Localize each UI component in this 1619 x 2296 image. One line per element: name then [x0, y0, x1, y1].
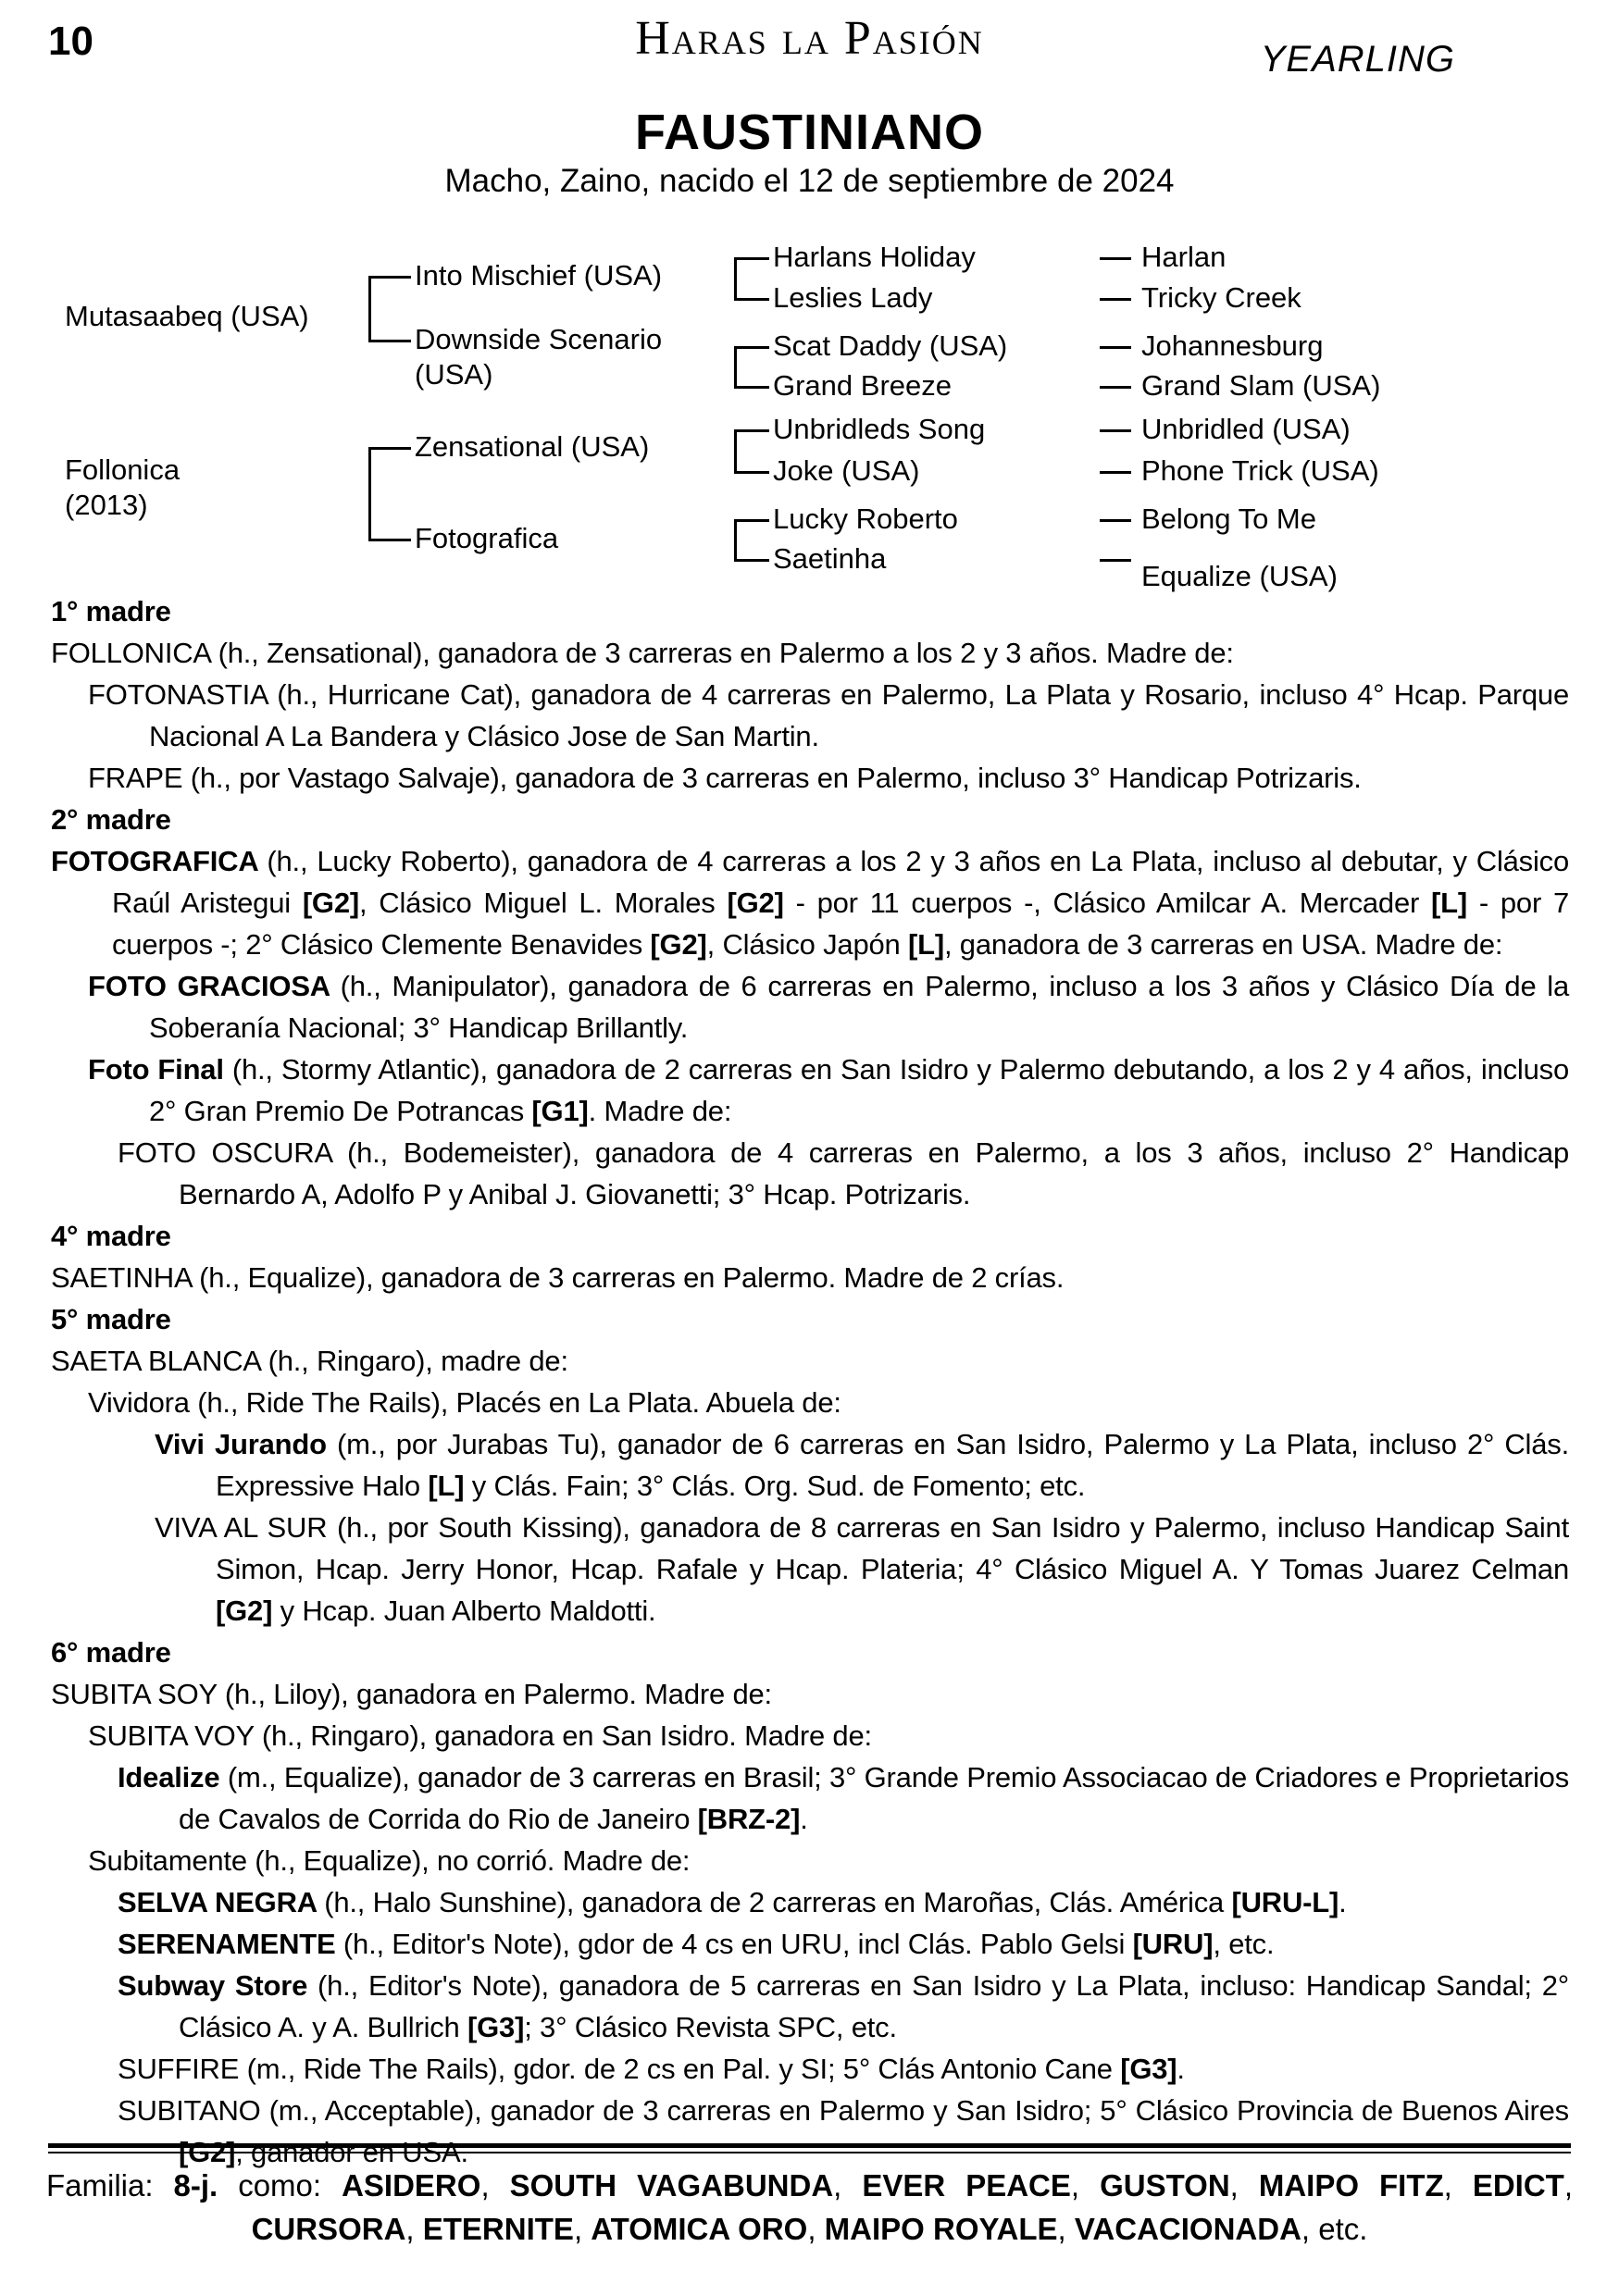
pedigree-bracket — [734, 257, 769, 301]
madre-heading: 2° madre — [51, 803, 171, 836]
pedigree-gen3-name: Scat Daddy (USA) — [773, 329, 1008, 362]
pedigree-sire: Mutasaabeq (USA) — [65, 300, 309, 332]
pedigree-note: Subway Store (h., Editor's Note), ganadora de 5 carreras en San Isidro y La Plata, incluso: Handicap Sandal; 2° Clásico A. y A. Bullrich [G3]; 3° Clásico Revista SPC, etc. — [118, 1969, 1569, 2043]
produce-record — [51, 590, 1569, 2173]
pedigree-gen4-name: Tricky Creek — [1141, 281, 1301, 314]
pedigree-gen3-name: Leslies Lady — [773, 281, 933, 314]
pedigree-bracket — [368, 447, 411, 541]
pedigree-dash — [1100, 519, 1131, 522]
pedigree-gen4-name: Equalize (USA) — [1141, 560, 1338, 592]
pedigree-note: FOTO OSCURA (h., Bodemeister), ganadora de 4 carreras en Palermo, a los 3 años, incluso 2° Handicap Bernardo A, Adolfo P y Anibal J. Giovanetti; 3° Hcap. Potrizaris. — [118, 1136, 1569, 1210]
pedigree-gen2-name: Into Mischief (USA) — [415, 259, 663, 292]
pedigree-gen4-name: Harlan — [1141, 241, 1227, 273]
pedigree-note: SELVA NEGRA (h., Halo Sunshine), ganadora de 2 carreras en Maroñas, Clás. América [URU-L]. — [118, 1886, 1347, 1918]
pedigree-gen3-name: Saetinha — [773, 542, 887, 575]
madre-heading: 4° madre — [51, 1220, 171, 1252]
pedigree-note: SERENAMENTE (h., Editor's Note), gdor de 4 cs en URU, incl Clás. Pablo Gelsi [URU], etc. — [118, 1928, 1275, 1960]
pedigree-bracket — [734, 346, 769, 389]
pedigree-dam: Follonica — [65, 453, 181, 486]
pedigree-note: SAETA BLANCA (h., Ringaro), madre de: — [51, 1345, 568, 1377]
pedigree-note: SUBITANO (m., Acceptable), ganador de 3 carreras en Palermo y San Isidro; 5° Clásico Provincia de Buenos Aires [G2], ganador en USA. — [118, 2094, 1569, 2168]
pedigree-note: SUFFIRE (m., Ride The Rails), gdor. de 2 cs en Pal. y SI; 5° Clás Antonio Cane [G3]. — [118, 2053, 1185, 2085]
madre-heading: 6° madre — [51, 1636, 171, 1669]
pedigree-note: Idealize (m., Equalize), ganador de 3 carreras en Brasil; 3° Grande Premio Associacao de Criadores e Proprietarios de Cavalos de Corrida do Rio de Janeiro [BRZ-2]. — [118, 1761, 1570, 1835]
pedigree-dash — [1100, 346, 1131, 349]
pedigree-gen2-name: Downside Scenario — [415, 323, 663, 355]
pedigree-gen2-name: Zensational (USA) — [415, 430, 650, 463]
pedigree-bracket — [734, 429, 769, 474]
pedigree-note: FOTONASTIA (h., Hurricane Cat), ganadora de 4 carreras en Palermo, La Plata y Rosario, incluso 4° Hcap. Parque Nacional A La Bandera y Clásico Jose de San Martin. — [88, 678, 1569, 752]
catalog-title: Haras la Pasión — [635, 12, 984, 65]
pedigree-bracket — [368, 276, 411, 342]
pedigree-note: SUBITA VOY (h., Ringaro), ganadora en San Isidro. Madre de: — [88, 1719, 872, 1752]
madre-heading: 5° madre — [51, 1303, 171, 1335]
pedigree-note: Subitamente (h., Equalize), no corrió. Madre de: — [88, 1844, 691, 1877]
footer-divider — [48, 2143, 1571, 2153]
horse-description: Macho, Zaino, nacido el 12 de septiembre de 2024 — [444, 163, 1175, 199]
pedigree-dam-year: (2013) — [65, 489, 148, 521]
pedigree-gen3-name: Lucky Roberto — [773, 503, 958, 535]
pedigree-dash — [1100, 471, 1131, 474]
pedigree-note: Vivi Jurando (m., por Jurabas Tu), ganador de 6 carreras en San Isidro, Palermo y La Plata, incluso 2° Clás. Expressive Halo [L] y Clás. Fain; 3° Clás. Org. Sud. de Fomento; etc. — [155, 1428, 1569, 1502]
horse-name: FAUSTINIANO — [634, 105, 984, 160]
pedigree-gen3-name: Harlans Holiday — [773, 241, 976, 273]
pedigree-note: FRAPE (h., por Vastago Salvaje), ganadora de 3 carreras en Palermo, incluso 3° Handicap Potrizaris. — [88, 762, 1362, 794]
pedigree-note: FOLLONICA (h., Zensational), ganadora de 3 carreras en Palermo a los 2 y 3 años. Madre de: — [51, 637, 1234, 669]
pedigree-note: VIVA AL SUR (h., por South Kissing), ganadora de 8 carreras en San Isidro y Palermo, incluso Handicap Saint Simon, Hcap. Jerry Honor, Hcap. Rafale y Hcap. Plateria; 4° Clásico Miguel A. Y Tomas Juarez Celman [G2] y Hcap. Juan Alberto Maldotti. — [155, 1511, 1569, 1627]
pedigree-gen4-name: Johannesburg — [1141, 329, 1324, 362]
pedigree-gen4-name: Belong To Me — [1141, 503, 1316, 535]
pedigree-gen2-name-line2: (USA) — [415, 358, 493, 391]
pedigree-note: FOTOGRAFICA (h., Lucky Roberto), ganadora de 4 carreras a los 2 y 3 años en La Plata, incluso al debutar, y Clásico Raúl Aristegui [G2], Clásico Miguel L. Morales [G2] - por 11 cuerpos -, Clásico Amilcar A. Mercader [L] - por 7 cuerpos -; 2° Clásico Clemente Benavides [G2], Clásico Japón [L], ganadora de 3 carreras en USA. Madre de: — [51, 845, 1570, 961]
pedigree-tree — [0, 213, 1619, 592]
pedigree-bracket — [734, 519, 769, 562]
pedigree-gen4-name: Unbridled (USA) — [1141, 413, 1351, 445]
pedigree-note: Foto Final (h., Stormy Atlantic), ganadora de 2 carreras en San Isidro y Palermo debutando, a los 2 y 4 años, incluso 2° Gran Premio De Potrancas [G1]. Madre de: — [88, 1053, 1569, 1127]
pedigree-gen2-name: Fotografica — [415, 522, 559, 554]
pedigree-gen3-name: Joke (USA) — [773, 454, 920, 487]
pedigree-dash — [1100, 298, 1131, 301]
pedigree-gen3-name: Grand Breeze — [773, 369, 952, 402]
pedigree-dash — [1100, 386, 1131, 389]
pedigree-note: SAETINHA (h., Equalize), ganadora de 3 carreras en Palermo. Madre de 2 crías. — [51, 1261, 1065, 1294]
pedigree-note: SUBITA SOY (h., Liloy), ganadora en Palermo. Madre de: — [51, 1678, 772, 1710]
sale-category: YEARLING — [1260, 39, 1455, 80]
family-line: Familia: 8-j. como: ASIDERO, SOUTH VAGABUNDA, EVER PEACE, GUSTON, MAIPO FITZ, EDICT, CURSORA, ETERNITE, ATOMICA ORO, MAIPO ROYALE, VACACIONADA, etc. — [46, 2168, 1573, 2246]
pedigree-dash — [1100, 559, 1131, 562]
pedigree-note: FOTO GRACIOSA (h., Manipulator), ganadora de 6 carreras en Palermo, incluso a los 3 años y Clásico Día de la Soberanía Nacional; 3° Handicap Brillantly. — [88, 970, 1569, 1044]
pedigree-gen4-name: Phone Trick (USA) — [1141, 454, 1379, 487]
pedigree-dash — [1100, 257, 1131, 260]
pedigree-gen3-name: Unbridleds Song — [773, 413, 986, 445]
pedigree-dash — [1100, 429, 1131, 432]
page-number: 10 — [48, 19, 93, 64]
pedigree-gen4-name: Grand Slam (USA) — [1141, 369, 1381, 402]
madre-heading: 1° madre — [51, 595, 171, 627]
pedigree-note: Vividora (h., Ride The Rails), Placés en La Plata. Abuela de: — [88, 1386, 841, 1419]
